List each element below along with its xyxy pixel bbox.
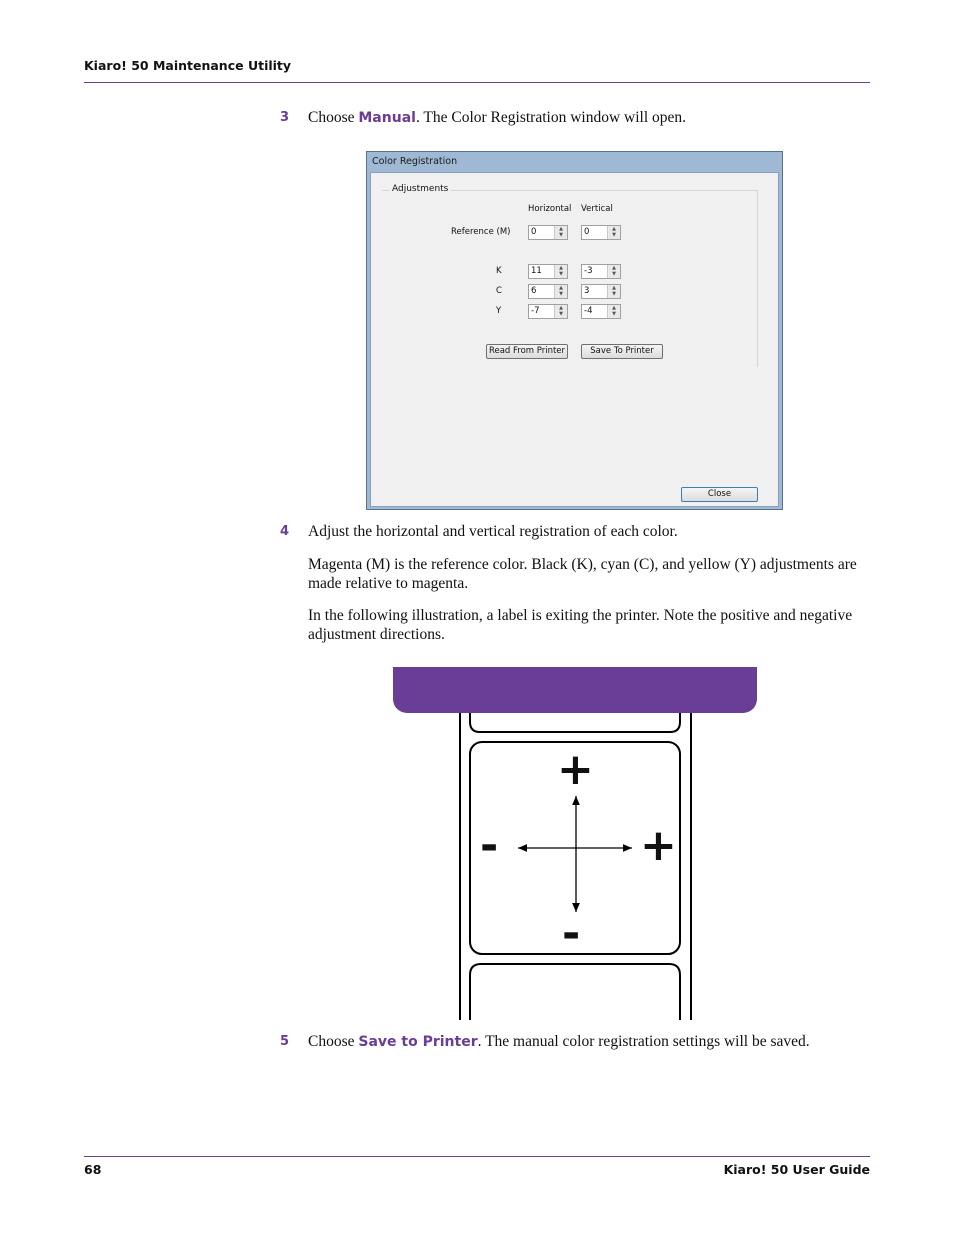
window-title: Color Registration [372, 156, 458, 167]
up-arrow-icon[interactable]: ▲ [559, 265, 563, 271]
horizontal-column-label: Horizontal [528, 204, 572, 214]
keyword-save-to-printer: Save to Printer [358, 1034, 478, 1050]
c-horizontal-stepper[interactable] [528, 284, 568, 299]
step-text-post: . The Color Registration window will open. [415, 109, 687, 126]
reference-horizontal-stepper[interactable] [528, 225, 568, 240]
adjustments-group [382, 190, 758, 367]
reference-vertical-stepper[interactable] [581, 225, 621, 240]
k-vertical-stepper[interactable] [581, 264, 621, 279]
page-number: 68 [84, 1162, 102, 1177]
stepper-value: 11 [531, 266, 542, 276]
plus-right-sign: + [640, 820, 677, 871]
paragraph-illustration-note: In the following illustration, a label is exiting the printer. Note the positive and negative adjustment directions. [308, 607, 853, 643]
c-label: C [496, 286, 502, 296]
down-arrow-icon[interactable]: ▼ [559, 232, 563, 238]
stepper-value: 3 [584, 286, 590, 296]
read-from-printer-button[interactable]: Read From Printer [486, 344, 568, 359]
running-header: Kiaro! 50 Maintenance Utility [84, 58, 292, 73]
up-arrow-icon[interactable]: ▲ [612, 305, 616, 311]
c-vertical-stepper[interactable] [581, 284, 621, 299]
step-text-pre: Choose [308, 1033, 359, 1050]
k-horizontal-stepper[interactable] [528, 264, 568, 279]
up-arrow-icon[interactable]: ▲ [559, 305, 563, 311]
keyword-manual: Manual [358, 110, 416, 126]
step-number: 4 [280, 524, 290, 539]
step-text-pre: Choose [308, 109, 359, 126]
stepper-value: 6 [531, 286, 537, 296]
reference-label: Reference (M) [451, 227, 511, 237]
y-label: Y [496, 306, 502, 316]
step-number: 5 [280, 1034, 290, 1049]
step-text [308, 108, 686, 128]
step-text: Adjust the horizontal and vertical registration of each color. [308, 523, 678, 540]
plus-top-sign: + [557, 744, 594, 795]
minus-left-sign: - [480, 820, 499, 871]
stepper-value: 0 [531, 227, 537, 237]
k-label: K [496, 266, 502, 276]
down-arrow-icon[interactable]: ▼ [559, 311, 563, 317]
paragraph-reference-color: Magenta (M) is the reference color. Black (K), cyan (C), and yellow (Y) adjustments are made relative to magenta. [308, 556, 857, 592]
step-text-post: . The manual color registration settings will be saved. [477, 1033, 810, 1050]
stepper-value: -3 [584, 266, 593, 276]
next-label [470, 964, 680, 1020]
down-arrow-icon[interactable]: ▼ [612, 311, 616, 317]
adjustments-group-label: Adjustments [389, 184, 451, 194]
stepper-value: 0 [584, 227, 590, 237]
up-arrow-icon[interactable]: ▲ [559, 226, 563, 232]
save-to-printer-button[interactable]: Save To Printer [581, 344, 663, 359]
up-arrow-icon[interactable]: ▲ [559, 285, 563, 291]
step-text [308, 1032, 810, 1052]
step-number: 3 [280, 110, 290, 125]
printer-exit-bar [393, 667, 757, 713]
guide-title: Kiaro! 50 User Guide [723, 1162, 870, 1177]
up-arrow-icon[interactable]: ▲ [612, 285, 616, 291]
up-arrow-icon[interactable]: ▲ [612, 226, 616, 232]
header-rule [84, 82, 870, 83]
stepper-value: -4 [584, 306, 593, 316]
stepper-value: -7 [531, 306, 540, 316]
y-horizontal-stepper[interactable] [528, 304, 568, 319]
down-arrow-icon[interactable]: ▼ [612, 232, 616, 238]
close-button[interactable]: Close [681, 487, 758, 502]
down-arrow-icon[interactable]: ▼ [559, 271, 563, 277]
down-arrow-icon[interactable]: ▼ [612, 271, 616, 277]
y-vertical-stepper[interactable] [581, 304, 621, 319]
footer-rule [84, 1156, 870, 1157]
up-arrow-icon[interactable]: ▲ [612, 265, 616, 271]
minus-bottom-sign: - [562, 908, 581, 959]
vertical-column-label: Vertical [581, 204, 613, 214]
down-arrow-icon[interactable]: ▼ [612, 291, 616, 297]
down-arrow-icon[interactable]: ▼ [559, 291, 563, 297]
previous-label [470, 713, 680, 732]
window-client-area [370, 172, 779, 507]
color-registration-window [366, 151, 783, 510]
